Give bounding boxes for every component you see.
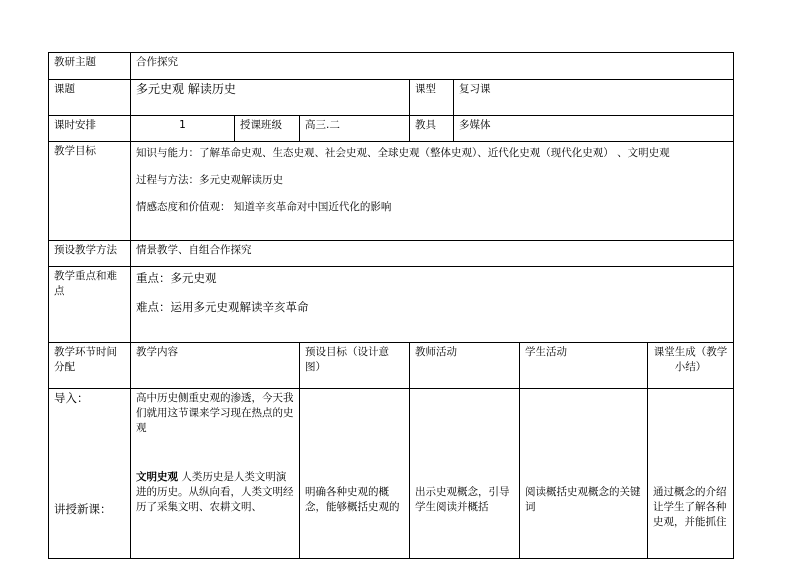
keypoints-content bbox=[131, 267, 734, 343]
keypoints-label: 教学重点和难点 bbox=[49, 267, 131, 343]
goals-row bbox=[49, 142, 734, 241]
student-cell bbox=[520, 389, 648, 559]
tools-value: 多媒体 bbox=[454, 116, 734, 142]
goal-knowledge: 知识与能力：了解革命史观、生态史观、社会史观、全球史观（整体史观）、近代化史观（现代化史观） 、文明史观 bbox=[136, 147, 670, 159]
summary-text: 通过概念的介绍让学生了解各种史观，并能抓住 bbox=[653, 486, 727, 528]
difficulty-point: 难点：运用多元史观解读辛亥革命 bbox=[136, 300, 309, 314]
schedule-row bbox=[49, 116, 734, 142]
lesson-row bbox=[49, 80, 734, 116]
topic-value: 合作探究 bbox=[131, 53, 734, 80]
method-row bbox=[49, 241, 734, 267]
header-teacher: 教师活动 bbox=[410, 343, 520, 389]
header-summary: 课堂生成（教学小结） bbox=[648, 343, 734, 389]
lesson-label: 课题 bbox=[49, 80, 131, 116]
key-point: 重点：多元史观 bbox=[136, 271, 217, 285]
lesson-type-label: 课型 bbox=[410, 80, 454, 116]
civilization-paragraph bbox=[136, 470, 294, 515]
teacher-cell bbox=[410, 389, 520, 559]
class-value: 高三.二 bbox=[300, 116, 410, 142]
content-cell bbox=[131, 389, 300, 559]
intro-text: 高中历史侧重史观的渗透，今天我们就用这节课来学习现在热点的史观 bbox=[136, 392, 294, 434]
header-student: 学生活动 bbox=[520, 343, 648, 389]
process-header-row bbox=[49, 343, 734, 389]
civilization-text: 人类历史是人类文明演进的历史。从纵向看，人类文明经历了采集文明、农耕文明、 bbox=[136, 471, 294, 513]
process-body-row bbox=[49, 389, 734, 559]
goals-label: 教学目标 bbox=[49, 142, 131, 241]
stage-cell bbox=[49, 389, 131, 559]
header-content: 教学内容 bbox=[131, 343, 300, 389]
class-label: 授课班级 bbox=[235, 116, 300, 142]
civilization-title: 文明史观 bbox=[136, 471, 178, 483]
lecture-label: 讲授新课： bbox=[54, 502, 112, 516]
student-text: 阅读概括史观概念的关键词 bbox=[525, 486, 641, 513]
method-label: 预设教学方法 bbox=[49, 241, 131, 267]
tools-label: 教具 bbox=[410, 116, 454, 142]
goal-attitude: 情感态度和价值观： 知道辛亥革命对中国近代化的影响 bbox=[136, 201, 392, 213]
header-stage-time: 教学环节时间分配 bbox=[49, 343, 131, 389]
schedule-label: 课时安排 bbox=[49, 116, 131, 142]
header-goal: 预设目标（设计意图） bbox=[300, 343, 410, 389]
topic-row bbox=[49, 53, 734, 80]
summary-cell bbox=[648, 389, 734, 559]
keypoints-row bbox=[49, 267, 734, 343]
goal-text: 明确各种史观的概念，能够概括史观的 bbox=[305, 486, 400, 513]
goal-cell bbox=[300, 389, 410, 559]
intro-label: 导入： bbox=[54, 391, 89, 405]
teacher-text: 出示史观概念，引导学生阅读并概括 bbox=[415, 486, 510, 513]
lesson-title: 多元史观 解读历史 bbox=[131, 80, 410, 116]
lesson-type-value: 复习课 bbox=[454, 80, 734, 116]
method-value: 情景教学、自组合作探究 bbox=[131, 241, 734, 267]
lesson-plan-table bbox=[48, 52, 734, 559]
topic-label: 教研主题 bbox=[49, 53, 131, 80]
goals-content bbox=[131, 142, 734, 241]
goal-process: 过程与方法：多元史观解读历史 bbox=[136, 174, 283, 186]
schedule-value: 1 bbox=[131, 116, 235, 142]
